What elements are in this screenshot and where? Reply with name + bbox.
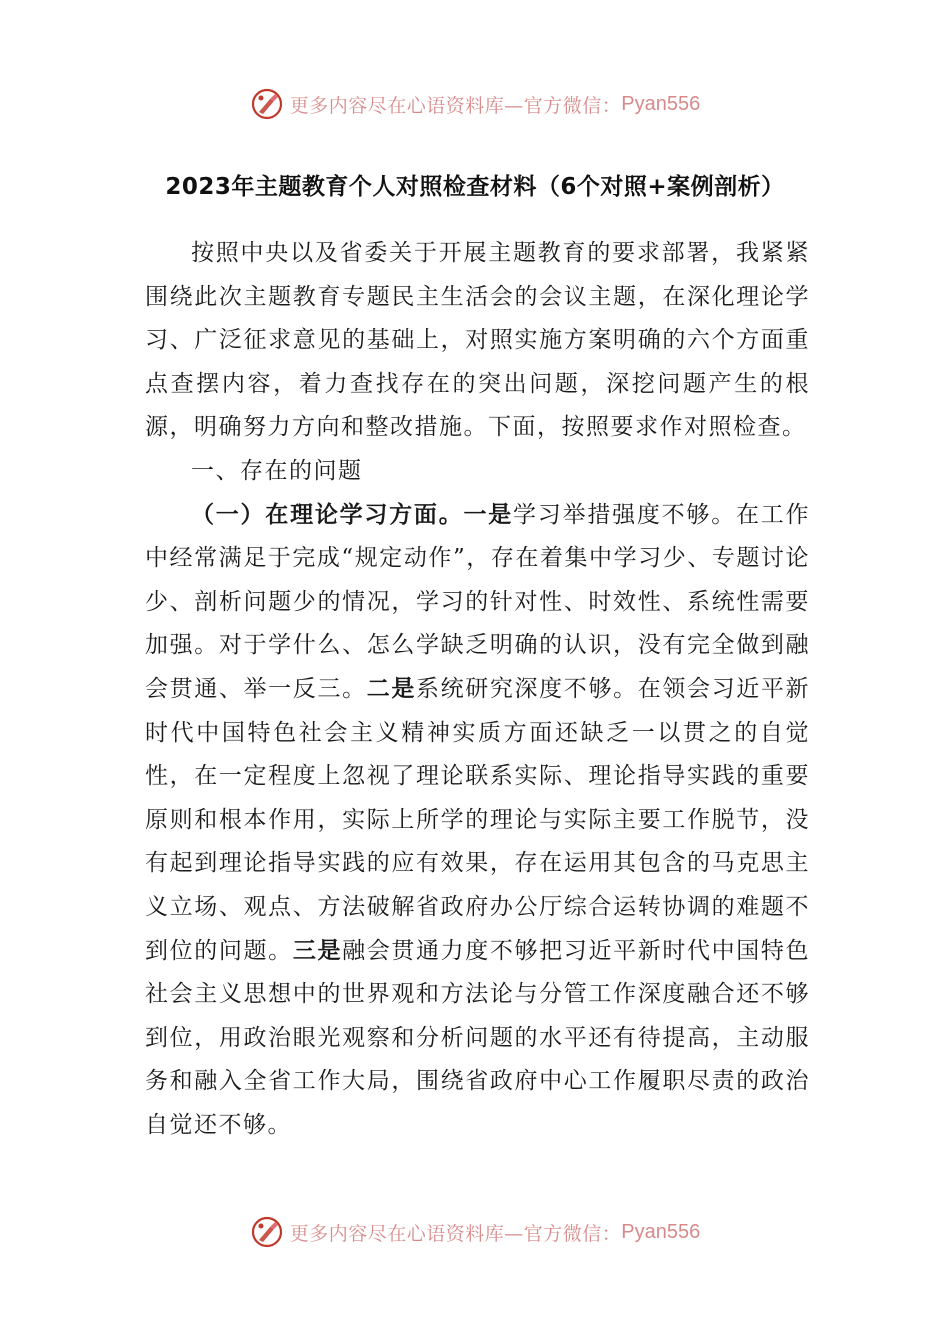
watermark-text: 更多内容尽在心语资料库—官方微信： [289,94,622,117]
point-label-2: 二是 [366,675,416,702]
point-text-3: 融会贯通力度不够把习近平新时代中国特色社会主义思想中的世界观和方法论与分管工作深度融合还不够到位，用政治眼光观察和分析问题的水平还有待提高，主动服务和融入全省工作大局，围绕省政府中心工作履职尽责的政治自觉还不够。 [145,937,811,1138]
document-title: 2023年主题教育个人对照检查材料（6个对照+案例剖析） [165,174,785,200]
watermark-banner-bottom [0,1210,950,1254]
point-text-1: 学习举措强度不够。在工作中经常满足于完成“规定动作”，存在着集中学习少、专题讨论少、剖析问题少的情况，学习的针对性、时效性、系统性需要加强。对于学什么、怎么学缺乏明确的认识，没有完全做到融会贯通、举一反三。 [145,501,811,702]
document-body [145,232,810,1147]
pen-nib-icon [250,87,284,121]
theory-study-paragraph [145,494,810,1148]
subsection-heading: （一）在理论学习方面。 [191,501,464,528]
point-label-1: 一是 [463,501,514,528]
pen-nib-icon [250,1215,284,1249]
watermark-handle: Pyan556 [621,1220,701,1243]
watermark-text: 更多内容尽在心语资料库—官方微信： [289,1222,622,1245]
intro-paragraph: 按照中央以及省委关于开展主题教育的要求部署，我紧紧围绕此次主题教育专题民主生活会的会议主题，在深化理论学习、广泛征求意见的基础上，对照实施方案明确的六个方面重点查摆内容，着力查找存在的突出问题，深挖问题产生的根源，明确努力方向和整改措施。下面，按照要求作对照检查。 [145,240,810,441]
watermark-banner-top [0,82,950,126]
section-heading: 一、存在的问题 [191,457,363,484]
point-text-2: 系统研究深度不够。在领会习近平新时代中国特色社会主义精神实质方面还缺乏一以贯之的自觉性，在一定程度上忽视了理论联系实际、理论指导实践的重要原则和根本作用，实际上所学的理论与实际主要工作脱节，没有起到理论指导实践的应有效果，存在运用其包含的马克思主义立场、观点、方法破解省政府办公厅综合运转协调的难题不到位的问题。 [145,675,811,964]
watermark-handle: Pyan556 [621,92,701,115]
point-label-3: 三是 [292,937,343,964]
